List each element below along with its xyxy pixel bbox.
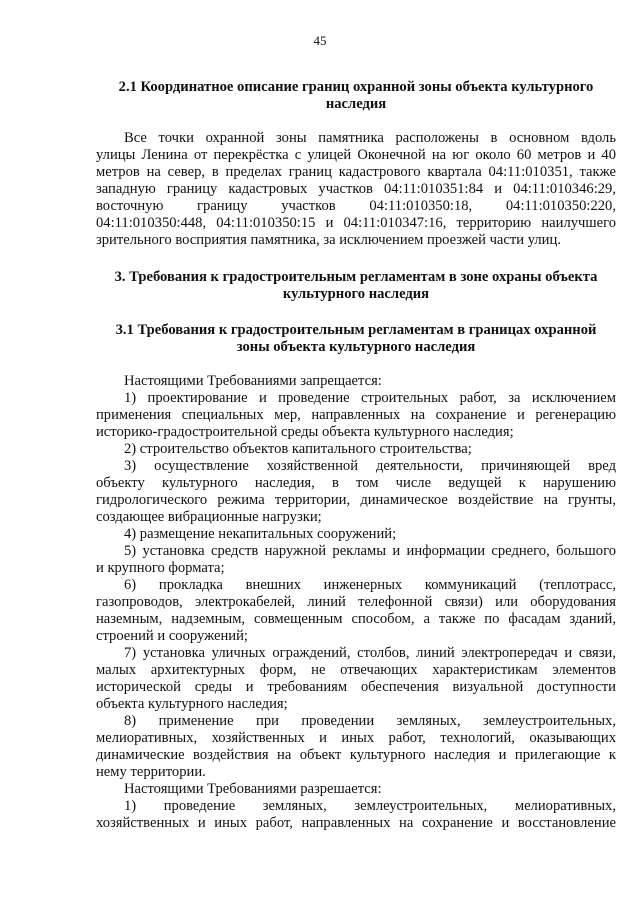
heading-line: 2.1 Координатное описание границ охранной зоны объекта культурного	[118, 79, 594, 95]
text-line: 8) применение при проведении земляных, землеустроительных,	[124, 713, 616, 729]
text-line: 3) осуществление хозяйственной деятельности, причиняющей вред	[124, 458, 616, 474]
text-line: 6) прокладка внешних инженерных коммуникаций (теплотрасс,	[124, 577, 616, 593]
text-line: 4) размещение некапитальных сооружений;	[124, 526, 397, 542]
text-line: применения специальных мер, направленных на сохранение и регенерацию	[96, 407, 616, 423]
text-line: наземным, надземным, совмещенным способом, а также по фасадам зданий,	[96, 611, 616, 627]
text-line: Настоящими Требованиями разрешается:	[124, 781, 382, 797]
text-line: газопроводов, электрокабелей, линий телефонной связи) или оборудования	[96, 594, 616, 610]
text-line: 5) установка средств наружной рекламы и информации среднего, большого	[124, 543, 616, 559]
text-line: строений и сооружений;	[96, 628, 248, 644]
text-line: исторической среды и требованиям обеспечения визуальной доступности	[96, 679, 616, 695]
heading-line: 3. Требования к градостроительным регламентам в зоне охраны объекта	[114, 269, 598, 285]
text-line: гидрологического режима территории, динамическое воздействие на грунты,	[96, 492, 616, 508]
text-line: и крупного формата;	[96, 560, 225, 576]
heading-3	[96, 269, 616, 303]
text-line: объекту культурного наследия, в том числе ведущей к нарушению	[96, 475, 616, 491]
text-line: динамические воздействия на объект культурного наследия и прилегающие к	[96, 747, 616, 763]
heading-line: 3.1 Требования к градостроительным регламентам в границах охранной	[115, 322, 597, 338]
text-line: восточную границу участков 04:11:010350:18, 04:11:010350:220,	[96, 198, 616, 214]
text-line: западную границу кадастровых участков 04:11:010351:84 и 04:11:010346:29,	[96, 181, 616, 197]
text-line: историко-градостроительной среды объекта культурного наследия;	[96, 424, 514, 440]
page-number: 45	[313, 33, 327, 48]
heading-line: культурного наследия	[282, 286, 430, 302]
text-line: нему территории.	[96, 764, 206, 780]
heading-2-1	[96, 79, 616, 113]
text-line: хозяйственных и иных работ, направленных на сохранение и восстановление	[96, 815, 616, 831]
text-line: метров на север, в пределах границ кадастрового квартала 04:11:010351, также	[96, 164, 616, 180]
text-line: объекта культурного наследия;	[96, 696, 288, 712]
text-line: 7) установка уличных ограждений, столбов, линий электропередач и связи,	[124, 645, 616, 661]
text-line: мелиоративных, хозяйственных и иных работ, технологий, оказывающих	[96, 730, 616, 746]
text-line: 04:11:010350:448, 04:11:010350:15 и 04:11:010347:16, территорию наилучшего	[96, 215, 616, 231]
text-line: улицы Ленина от перекрёстка с улицей Оконечной на юг около 60 метров и 40	[96, 147, 616, 163]
text-line: Все точки охранной зоны памятника расположены в основном вдоль	[124, 130, 616, 146]
heading-line: зоны объекта культурного наследия	[236, 339, 476, 355]
requirements-body	[96, 373, 616, 832]
text-line: 2) строительство объектов капитального строительства;	[124, 441, 472, 457]
text-line: 1) проведение земляных, землеустроительных, мелиоративных,	[124, 798, 616, 814]
heading-3-1	[96, 322, 616, 356]
text-line: создающее вибрационные нагрузки;	[96, 509, 322, 525]
text-line: Настоящими Требованиями запрещается:	[124, 373, 382, 389]
paragraph-coordinates	[96, 130, 616, 249]
text-line: малых архитектурных форм, не отвечающих характеристикам элементов	[96, 662, 616, 678]
text-line: зрительного восприятия памятника, за исключением проезжей части улиц.	[96, 232, 561, 248]
text-line: 1) проектирование и проведение строительных работ, за исключением	[124, 390, 616, 406]
heading-line: наследия	[325, 96, 387, 112]
